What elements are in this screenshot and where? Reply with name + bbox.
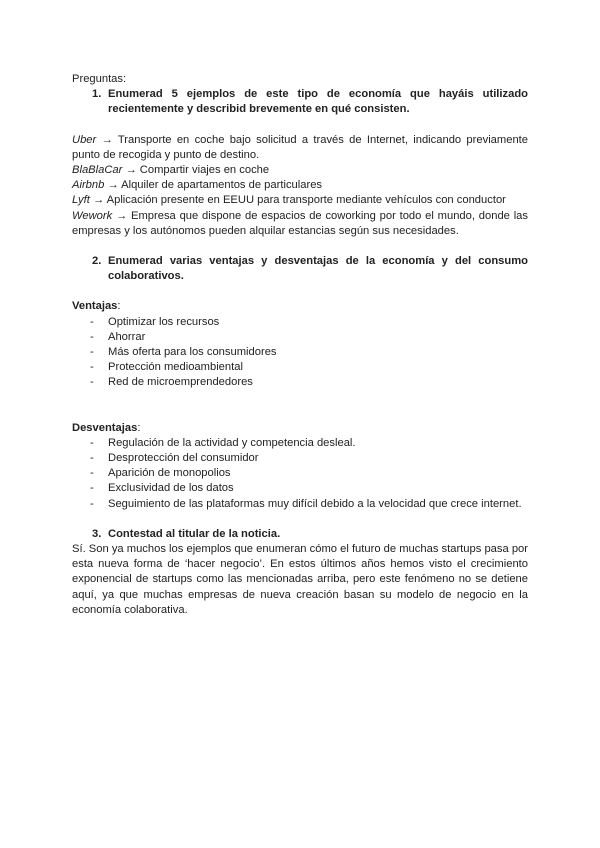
example-name: Uber [72, 133, 97, 146]
ventajas-list [72, 315, 528, 391]
dash-bullet: - [90, 497, 94, 510]
arrow-glyph: → [104, 179, 122, 192]
example-name: Lyft [72, 194, 90, 207]
list-item-text: Ahorrar [108, 330, 146, 343]
ventajas-heading [72, 299, 528, 314]
arrow-glyph: → [89, 194, 107, 207]
example-name: Wework [72, 209, 113, 222]
list-item-text: Protección medioambiental [108, 361, 243, 374]
question-2-number: 2. [92, 255, 102, 268]
list-item [90, 451, 528, 466]
question-3-number: 3. [92, 527, 102, 540]
example-item [72, 133, 528, 163]
example-name: BlaBlaCar [72, 164, 123, 177]
list-item-text: Red de microemprendedores [108, 376, 253, 389]
desventajas-title: Desventajas [72, 421, 138, 434]
dash-bullet: - [90, 436, 94, 449]
dash-bullet: - [90, 361, 94, 374]
dash-bullet: - [90, 330, 94, 343]
example-description: Alquiler de apartamentos de particulares [121, 179, 323, 192]
list-item [90, 360, 528, 375]
list-item [90, 497, 528, 512]
arrow-glyph: → [96, 133, 118, 146]
desventajas-heading [72, 421, 528, 436]
list-item [90, 466, 528, 481]
example-item [72, 193, 528, 208]
list-item [90, 330, 528, 345]
list-item-text: Seguimiento de las plataformas muy difícil debido a la velocidad que crece internet. [108, 497, 522, 510]
example-item [72, 163, 528, 178]
list-item [90, 436, 528, 451]
question-2 [92, 254, 528, 284]
dash-bullet: - [90, 467, 94, 480]
question-1-text: Enumerad 5 ejemplos de este tipo de economía que hayáis utilizado recientemente y describid brevemente en qué consisten. [108, 88, 528, 116]
list-item [90, 375, 528, 390]
dash-bullet: - [90, 346, 94, 359]
dash-bullet: - [90, 452, 94, 465]
question-3-text: Contestad al titular de la noticia. [108, 527, 281, 540]
desventajas-colon: : [137, 421, 141, 434]
examples-list [72, 133, 528, 239]
example-item [72, 178, 528, 193]
desventajas-list [72, 436, 528, 512]
list-item-text: Desprotección del consumidor [108, 452, 259, 465]
list-item [90, 481, 528, 496]
intro-label: Preguntas: [72, 73, 127, 85]
document-body [72, 72, 528, 618]
example-description: Aplicación presente en EEUU para transporte mediante vehículos con conductor [106, 194, 506, 207]
list-item [90, 345, 528, 360]
list-item-text: Aparición de monopolios [108, 467, 231, 480]
example-item [72, 209, 528, 239]
answer-3-paragraph: Sí. Son ya muchos los ejemplos que enumeran cómo el futuro de muchas startups pasa por esta nueva forma de ‘hacer negocio’. En estos últimos años hemos visto el crecimiento exponencial de startups como las mencionadas arriba, pero este fenómeno no se detiene aquí, ya que muchas empresas de nueva creación basan su modelo de negocio en la economía colaborativa. [72, 543, 528, 616]
arrow-glyph: → [112, 209, 131, 222]
question-3 [92, 527, 528, 542]
dash-bullet: - [90, 315, 94, 328]
question-1 [92, 87, 528, 117]
question-2-text: Enumerad varias ventajas y desventajas de la economía y del consumo colaborativos. [108, 255, 528, 283]
dash-bullet: - [90, 376, 94, 389]
list-item-text: Optimizar los recursos [108, 315, 220, 328]
question-1-number: 1. [92, 88, 102, 101]
ventajas-title: Ventajas [72, 300, 118, 313]
dash-bullet: - [90, 482, 94, 495]
list-item-text: Regulación de la actividad y competencia desleal. [108, 436, 356, 449]
arrow-glyph: → [122, 164, 140, 177]
example-name: Airbnb [72, 179, 105, 192]
list-item-text: Exclusividad de los datos [108, 482, 234, 495]
example-description: Empresa que dispone de espacios de coworking por todo el mundo, donde las empresas y los autónomos pueden alquilar estancias según sus necesidades. [72, 209, 528, 237]
list-item [90, 315, 528, 330]
ventajas-colon: : [117, 300, 121, 313]
example-description: Compartir viajes en coche [139, 164, 270, 177]
list-item-text: Más oferta para los consumidores [108, 346, 277, 359]
example-description: Transporte en coche bajo solicitud a través de Internet, indicando previamente punto de recogida y punto de destino. [72, 133, 528, 161]
